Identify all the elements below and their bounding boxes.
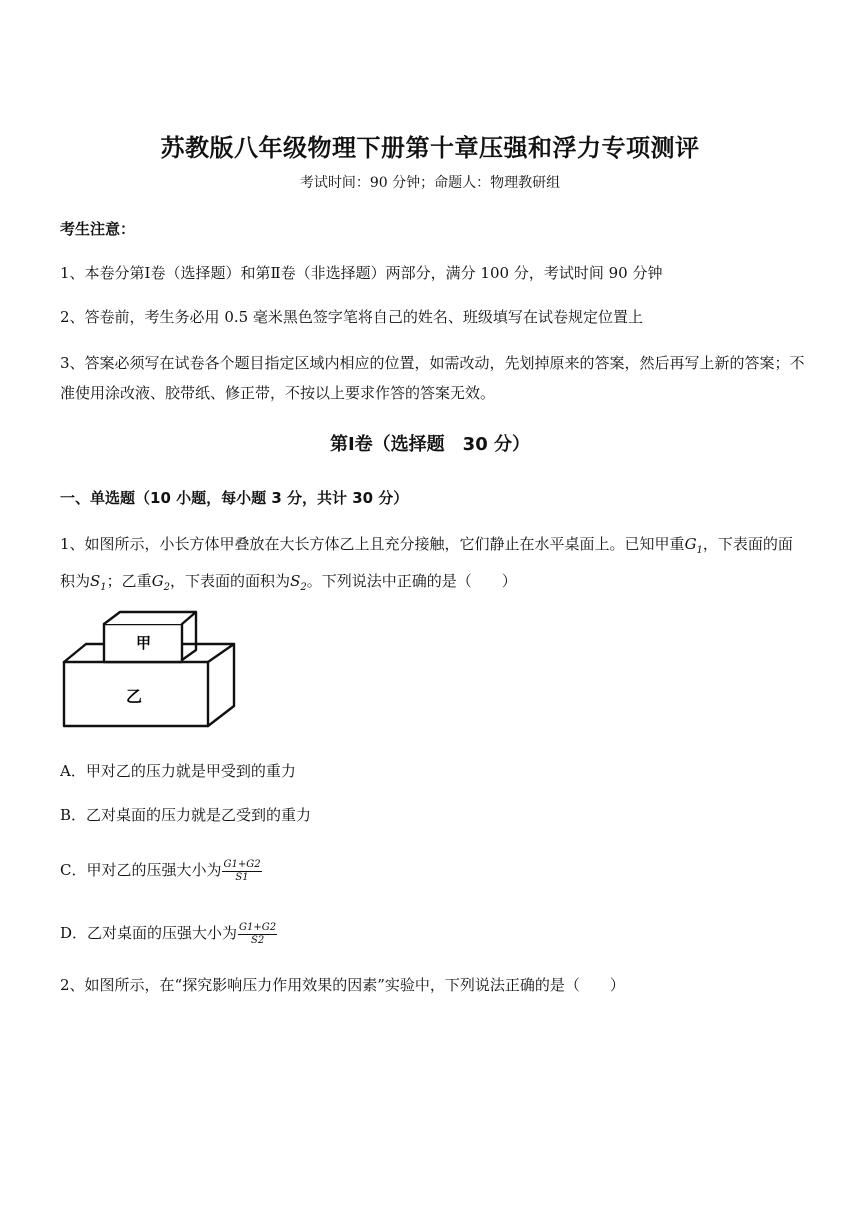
stacked-blocks-figure bbox=[58, 606, 240, 734]
option-b[interactable]: B．乙对桌面的压力就是乙受到的重力 bbox=[60, 806, 312, 824]
notice-item-3: 3、答案必须写在试卷各个题目指定区域内相应的位置，如需改动，先划掉原来的答案，然后再写上新的答案；不准使用涂改液、胶带纸、修正带，不按以上要求作答的答案无效。 bbox=[60, 354, 805, 402]
block-top-top bbox=[104, 612, 196, 624]
notice-item-1: 1、本卷分第Ⅰ卷（选择题）和第Ⅱ卷（非选择题）两部分，满分 100 分，考试时间 90 分钟 bbox=[60, 264, 663, 282]
exam-title: 苏教版八年级物理下册第十章压强和浮力专项测评 bbox=[160, 134, 700, 162]
block-bottom-side bbox=[208, 644, 234, 726]
notice-item-2: 2、答卷前，考生务必用 0.5 毫米黑色签字笔将自己的姓名、班级填写在试卷规定位置上 bbox=[60, 308, 643, 326]
section-title: 第Ⅰ卷（选择题 30 分） bbox=[329, 434, 530, 455]
block-bottom-label: 乙 bbox=[126, 687, 143, 706]
fraction-d: $\frac{G1+G2}{S2}$ bbox=[239, 921, 277, 946]
part-heading: 一、单选题（10 小题，每小题 3 分，共计 30 分） bbox=[60, 489, 409, 507]
exam-subtitle: 考试时间：90 分钟；命题人：物理教研组 bbox=[299, 175, 561, 191]
option-a[interactable]: A．甲对乙的压力就是甲受到的重力 bbox=[60, 762, 296, 780]
question-2-stem: 2、如图所示，在“探究影响压力作用效果的因素”实验中，下列说法正确的是（ ） bbox=[60, 976, 625, 994]
question-1-stem: 1、如图所示，小长方体甲叠放在大长方体乙上且充分接触，它们静止在水平桌面上。已知甲重$G_1$，下表面的面积为$S_1$；乙重$G_2$，下表面的面积为$S_2$。下列说法中正确的是（ ） bbox=[60, 535, 793, 593]
option-c[interactable]: C．甲对乙的压强大小为 $\frac{G1+G2}{S1}$ bbox=[60, 858, 261, 883]
option-d[interactable]: D．乙对桌面的压强大小为 $\frac{G1+G2}{S2}$ bbox=[60, 921, 277, 946]
block-top-label: 甲 bbox=[136, 634, 152, 652]
notice-heading: 考生注意： bbox=[60, 220, 136, 238]
fraction-c: $\frac{G1+G2}{S1}$ bbox=[223, 858, 261, 883]
